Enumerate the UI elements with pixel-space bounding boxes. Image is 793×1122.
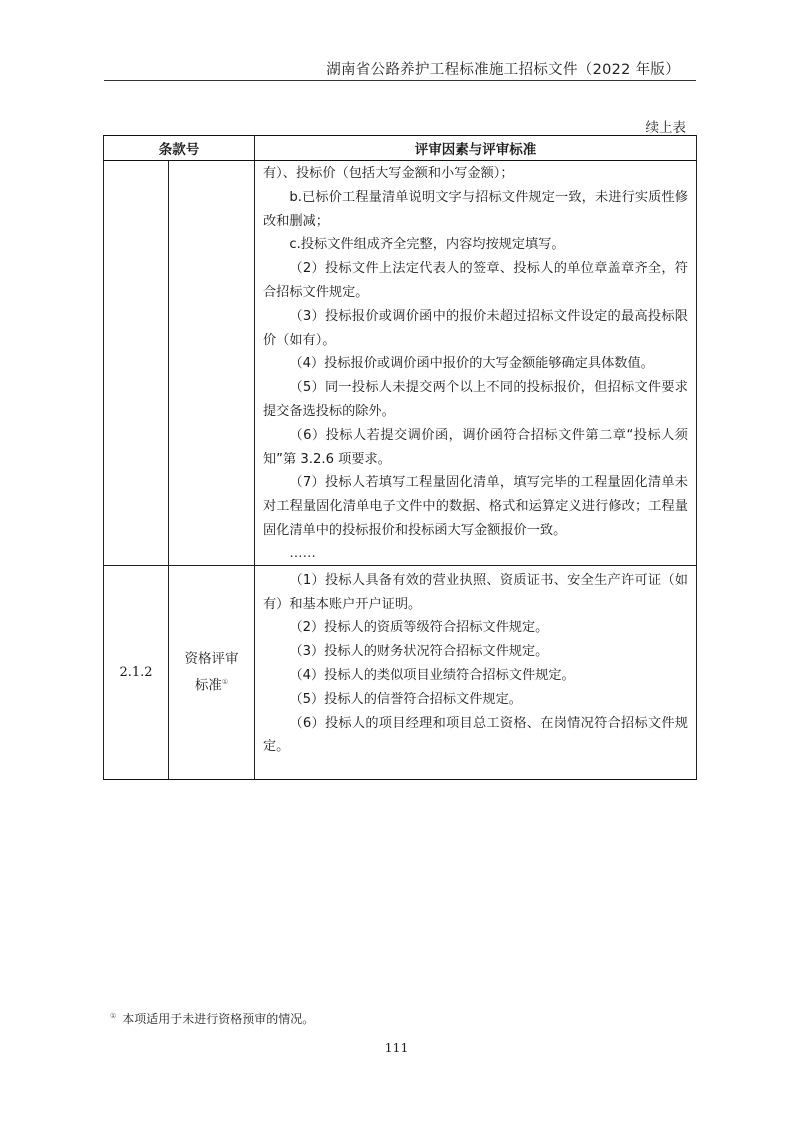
footnote-mark: ① [110, 1012, 117, 1020]
clause-name-cell [169, 565, 255, 779]
page-number: 111 [384, 1040, 409, 1055]
continuation-ellipsis: …… [289, 545, 316, 561]
criteria-paragraph: （7）投标人若填写工程量固化清单，填写完毕的工程量固化清单未对工程量固化清单电子文件中的数据、格式和运算定义进行修改；工程量固化清单中的投标报价和投标函大写金额报价一致。 [263, 475, 688, 538]
clause-number-cell [104, 161, 169, 566]
table-header-row [104, 136, 697, 161]
clause-name-cell [169, 161, 255, 566]
clause-name-line: 资格评审 [184, 650, 239, 667]
criteria-paragraph: b.已标价工程量清单说明文字与招标文件规定一致，未进行实质性修改和删减； [263, 189, 688, 229]
clause-number-cell: 2.1.2 [104, 565, 169, 779]
footnote-text: 本项适用于未进行资格预审的情况。 [122, 1012, 315, 1026]
criteria-paragraph: 有）、投标价（包括大写金额和小写金额）； [263, 166, 514, 181]
criteria-paragraph: （4）投标报价或调价函中报价的大写金额能够确定具体数值。 [289, 356, 654, 372]
criteria-paragraph: （2）投标文件上法定代表人的签章、投标人的单位章盖章齐全，符合招标文件规定。 [263, 261, 688, 300]
criteria-paragraph: （3）投标报价或调价函中的报价未超过招标文件设定的最高投标限价（如有）。 [263, 308, 688, 348]
criteria-paragraph: c.投标文件组成齐全完整，内容均按规定填写。 [289, 237, 565, 253]
footnote [110, 1010, 314, 1027]
document-header-title: 湖南省公路养护工程标准施工招标文件（2022 年版） [326, 62, 680, 78]
header-rule [104, 80, 696, 81]
continued-label: 续上表 [645, 120, 686, 136]
criteria-paragraph: （5）投标人的信誉符合招标文件规定。 [289, 691, 522, 707]
criteria-paragraph: （1）投标人具备有效的营业执照、资质证书、安全生产许可证（如有）和基本账户开户证明。 [263, 572, 688, 612]
criteria-paragraph: （5）同一投标人未提交两个以上不同的投标报价，但招标文件要求提交备选投标的除外。 [263, 380, 688, 419]
header-clause-number: 条款号 [104, 136, 255, 161]
table-row [104, 161, 697, 566]
footnote-reference: ① [221, 677, 229, 686]
criteria-paragraph: （6）投标人若提交调价函，调价函符合招标文件第二章“投标人须知”第 3.2.6 项要求。 [263, 427, 688, 467]
header-criteria: 评审因素与评审标准 [255, 136, 697, 161]
clause-name-line: 标准 [194, 677, 222, 694]
criteria-paragraph: （4）投标人的类似项目业绩符合招标文件规定。 [289, 667, 575, 683]
criteria-cell [255, 161, 697, 566]
criteria-paragraph: （2）投标人的资质等级符合招标文件规定。 [289, 620, 549, 636]
evaluation-criteria-table [103, 135, 697, 780]
criteria-paragraph: （6）投标人的项目经理和项目总工资格、在岗情况符合招标文件规定。 [263, 715, 688, 755]
criteria-paragraph: （3）投标人的财务状况符合招标文件规定。 [289, 644, 549, 660]
criteria-cell [255, 565, 697, 779]
table-row [104, 565, 697, 779]
